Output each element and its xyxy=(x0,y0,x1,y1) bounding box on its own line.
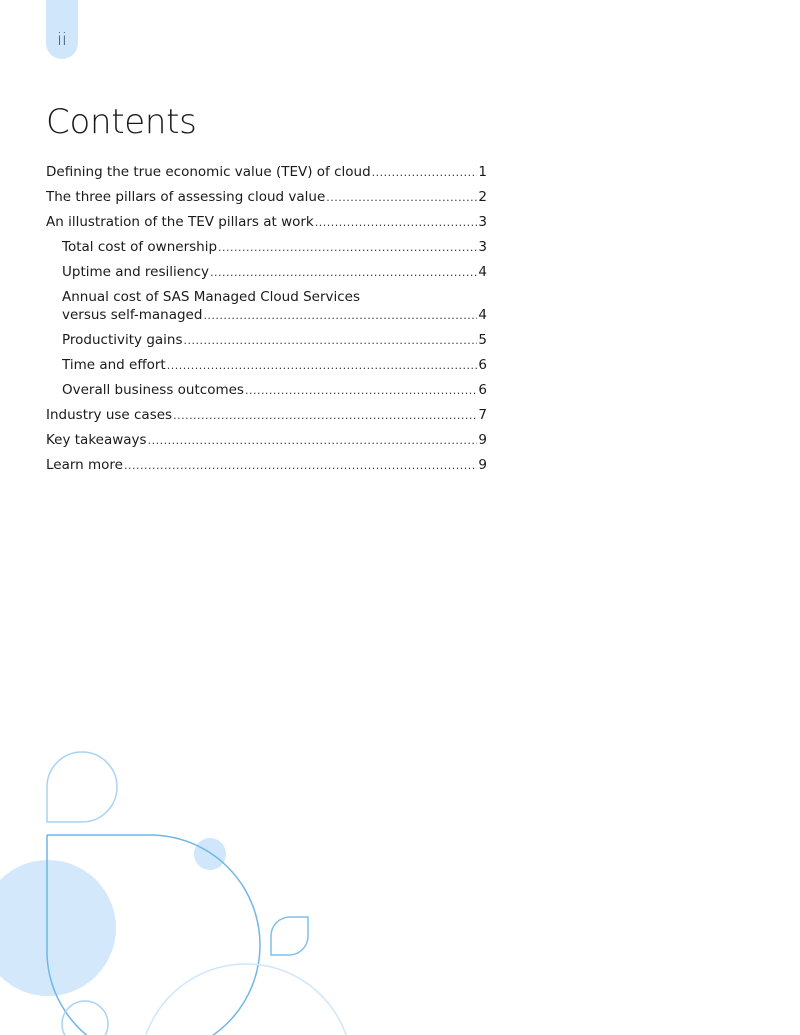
toc-leader-dots xyxy=(210,261,477,285)
toc-item-learn-more[interactable] xyxy=(46,453,487,478)
toc-item-label: An illustration of the TEV pillars at work xyxy=(46,214,314,230)
toc-item-label: The three pillars of assessing cloud value xyxy=(46,189,326,205)
toc-leader-dots xyxy=(148,429,478,453)
toc-leader-dots xyxy=(184,329,478,353)
decor-drop-outline xyxy=(47,752,117,822)
toc-item-page: 6 xyxy=(478,382,487,398)
toc-item-page: 1 xyxy=(478,164,487,180)
toc-item-page: 2 xyxy=(478,189,487,205)
toc-item-page: 4 xyxy=(478,307,487,323)
toc-item-defining-tev[interactable] xyxy=(46,160,487,185)
page-title: Contents xyxy=(46,102,197,142)
toc-item-key-takeaways[interactable] xyxy=(46,428,487,453)
toc-item-label: Total cost of ownership xyxy=(62,239,218,255)
toc-item-uptime[interactable] xyxy=(46,260,487,285)
toc-item-annual-cost[interactable] xyxy=(46,288,487,325)
toc-item-label: Defining the true economic value (TEV) of cloud xyxy=(46,164,371,180)
page-number: ii xyxy=(57,30,67,50)
toc-item-label-line1: Annual cost of SAS Managed Cloud Services xyxy=(62,289,361,305)
toc-item-label: Industry use cases xyxy=(46,407,173,423)
table-of-contents xyxy=(46,160,487,478)
decor-small-leaf xyxy=(271,917,308,955)
toc-item-label: Key takeaways xyxy=(46,432,147,448)
toc-item-page: 9 xyxy=(478,432,487,448)
toc-item-page: 5 xyxy=(478,332,487,348)
toc-leader-dots xyxy=(218,236,477,260)
page-number-tab xyxy=(46,0,78,59)
toc-item-page: 4 xyxy=(478,264,487,280)
toc-item-productivity[interactable] xyxy=(46,328,487,353)
decor-small-dot xyxy=(194,838,226,870)
toc-leader-dots xyxy=(326,186,477,210)
toc-leader-dots xyxy=(124,454,477,478)
toc-item-label: Uptime and resiliency xyxy=(62,264,210,280)
toc-item-page: 3 xyxy=(478,214,487,230)
toc-item-page: 9 xyxy=(478,457,487,473)
toc-item-label: Productivity gains xyxy=(62,332,183,348)
toc-leader-dots xyxy=(372,161,478,185)
toc-leader-dots xyxy=(315,211,478,235)
toc-item-industry-use-cases[interactable] xyxy=(46,403,487,428)
toc-leader-dots xyxy=(173,404,477,428)
toc-item-time-effort[interactable] xyxy=(46,353,487,378)
toc-item-business-outcomes[interactable] xyxy=(46,378,487,403)
decor-filled-circle xyxy=(0,860,116,996)
toc-item-page: 7 xyxy=(478,407,487,423)
toc-item-total-cost[interactable] xyxy=(46,235,487,260)
toc-item-label: Overall business outcomes xyxy=(62,382,244,398)
toc-leader-dots xyxy=(203,307,477,325)
toc-item-label-line2: versus self-managed xyxy=(62,307,203,323)
toc-leader-dots xyxy=(167,354,478,378)
decorative-shapes xyxy=(0,740,360,1035)
toc-item-page: 3 xyxy=(478,239,487,255)
toc-leader-dots xyxy=(245,379,477,403)
decor-small-circle-outline xyxy=(62,1001,108,1035)
toc-item-page: 6 xyxy=(478,357,487,373)
toc-item-label: Time and effort xyxy=(62,357,166,373)
toc-item-label: Learn more xyxy=(46,457,123,473)
toc-item-illustration[interactable] xyxy=(46,210,487,235)
toc-item-three-pillars[interactable] xyxy=(46,185,487,210)
